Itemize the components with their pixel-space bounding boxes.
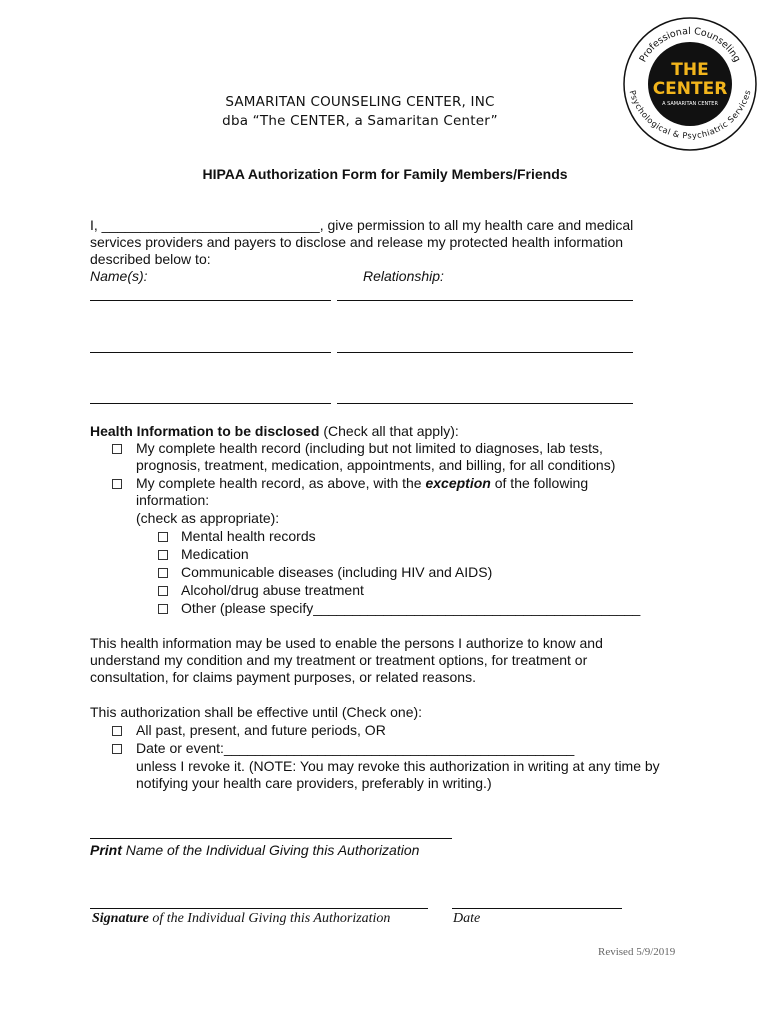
full-record-option-cont: prognosis, treatment, medication, appointments, and billing, for all conditions)	[136, 457, 616, 473]
org-dba: dba “The CENTER, a Samaritan Center”	[222, 113, 498, 129]
relationship-label: Relationship:	[363, 268, 444, 284]
full-record-option: My complete health record (including but not limited to diagnoses, lab tests,	[136, 440, 603, 456]
logo-arc-top: Professional Counseling	[637, 26, 743, 65]
mental-health-label: Mental health records	[181, 528, 316, 544]
purpose-line-3: consultation, for claims payment purposes, or related reasons.	[90, 669, 476, 685]
medication-label: Medication	[181, 546, 249, 562]
names-label: Name(s):	[90, 268, 148, 284]
other-checkbox[interactable]	[158, 604, 168, 614]
purpose-line-1: This health information may be used to enable the persons I authorize to know and	[90, 635, 603, 651]
exception-option-cont: information:	[136, 492, 210, 508]
date-event-checkbox[interactable]	[112, 744, 122, 754]
effective-heading: This authorization shall be effective until (Check one):	[90, 704, 423, 720]
exception-checkbox[interactable]	[112, 479, 122, 489]
communicable-diseases-checkbox[interactable]	[158, 568, 168, 578]
recipient-name-line-3[interactable]	[90, 403, 331, 404]
alcohol-drug-label: Alcohol/drug abuse treatment	[181, 582, 364, 598]
name-blank[interactable]: ____________________________	[101, 217, 320, 233]
date-label: Date	[453, 911, 481, 926]
intro-line-3: described below to:	[90, 251, 211, 267]
communicable-diseases-label: Communicable diseases (including HIV and AIDS)	[181, 564, 493, 580]
form-title: HIPAA Authorization Form for Family Members/Friends	[202, 166, 568, 182]
signature-line[interactable]	[90, 908, 428, 909]
other-label: Other (please specify__________________________________________	[181, 600, 641, 616]
purpose-line-2: understand my condition and my treatment or treatment options, for treatment or	[90, 652, 588, 668]
check-as-appropriate-label: (check as appropriate):	[136, 510, 280, 526]
other-specify-blank[interactable]: __________________________________________	[313, 600, 641, 616]
all-periods-label: All past, present, and future periods, OR	[136, 722, 386, 738]
recipient-name-line-2[interactable]	[90, 352, 331, 353]
print-name-label: Print Name of the Individual Giving this Authorization	[90, 842, 420, 858]
logo-center: CENTER	[652, 79, 728, 99]
exception-option: My complete health record, as above, with the exception of the following	[136, 475, 589, 491]
date-line[interactable]	[452, 908, 622, 909]
recipient-relationship-line-1[interactable]	[337, 300, 633, 301]
intro-line-2: services providers and payers to disclose and release my protected health information	[90, 234, 624, 250]
date-event-label: Date or event:_____________________________________________	[136, 740, 575, 756]
revised-date: Revised 5/9/2019	[598, 946, 676, 958]
revoke-note-line-2: notifying your health care providers, preferably in writing.)	[136, 775, 492, 791]
print-name-line[interactable]	[90, 838, 452, 839]
center-logo	[620, 14, 760, 154]
recipient-relationship-line-2[interactable]	[337, 352, 633, 353]
medication-checkbox[interactable]	[158, 550, 168, 560]
recipient-name-line-1[interactable]	[90, 300, 331, 301]
org-name: SAMARITAN COUNSELING CENTER, INC	[225, 94, 495, 110]
health-info-heading: Health Information to be disclosed (Check all that apply):	[90, 423, 459, 439]
full-record-checkbox[interactable]	[112, 444, 122, 454]
signature-label: Signature of the Individual Giving this Authorization	[92, 911, 391, 926]
mental-health-checkbox[interactable]	[158, 532, 168, 542]
intro-line-1: I, ____________________________, give permission to all my health care and medical	[90, 217, 634, 233]
all-periods-checkbox[interactable]	[112, 726, 122, 736]
alcohol-drug-checkbox[interactable]	[158, 586, 168, 596]
date-event-blank[interactable]: _____________________________________________	[223, 740, 575, 756]
logo-subtitle: A SAMARITAN CENTER	[662, 101, 718, 107]
logo-arc-bottom: Psychological & Psychiatric Services	[627, 88, 753, 141]
revoke-note-line-1: unless I revoke it. (NOTE: You may revoke this authorization in writing at any time by	[136, 758, 660, 774]
recipient-relationship-line-3[interactable]	[337, 403, 633, 404]
logo-the: THE	[671, 60, 709, 80]
